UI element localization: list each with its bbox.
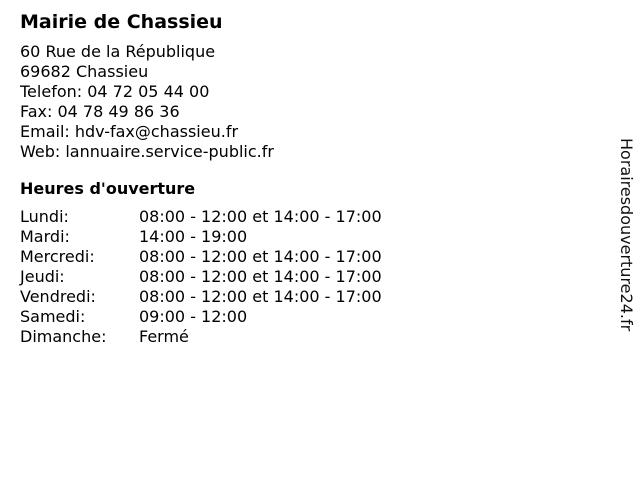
day-label: Vendredi: [20,287,96,306]
hours-row-sunday [20,327,580,347]
day-label: Mercredi: [20,247,95,266]
address-line-2: 69682 Chassieu [20,62,149,81]
day-label: Dimanche: [20,327,107,346]
day-label: Jeudi: [20,267,65,286]
hours-row-monday [20,207,580,227]
contact-details [20,42,580,162]
time-value: 08:00 - 12:00 et 14:00 - 17:00 [139,287,382,306]
place-card [20,9,580,347]
phone-line: Telefon: 04 72 05 44 00 [20,82,210,101]
hours-row-friday [20,287,580,307]
time-value: 08:00 - 12:00 et 14:00 - 17:00 [139,207,382,226]
hours-row-saturday [20,307,580,327]
web-line: Web: lannuaire.service-public.fr [20,142,274,161]
time-value: 08:00 - 12:00 et 14:00 - 17:00 [139,247,382,266]
opening-hours-table [20,207,580,347]
email-line: Email: hdv-fax@chassieu.fr [20,122,239,141]
day-label: Samedi: [20,307,86,326]
time-value: 09:00 - 12:00 [139,307,248,326]
place-title: Mairie de Chassieu [20,11,223,33]
time-value: 08:00 - 12:00 et 14:00 - 17:00 [139,267,382,286]
fax-line: Fax: 04 78 49 86 36 [20,102,180,121]
site-watermark [601,138,640,368]
hours-row-thursday [20,267,580,287]
hours-row-wednesday [20,247,580,267]
site-watermark-text: Horairesdouverture24.fr [617,138,636,332]
time-value: 14:00 - 19:00 [139,227,248,246]
day-label: Lundi: [20,207,69,226]
address-line-1: 60 Rue de la République [20,42,216,61]
opening-hours-heading: Heures d'ouverture [20,179,196,198]
time-value: Fermé [139,327,189,346]
day-label: Mardi: [20,227,70,246]
hours-row-tuesday [20,227,580,247]
